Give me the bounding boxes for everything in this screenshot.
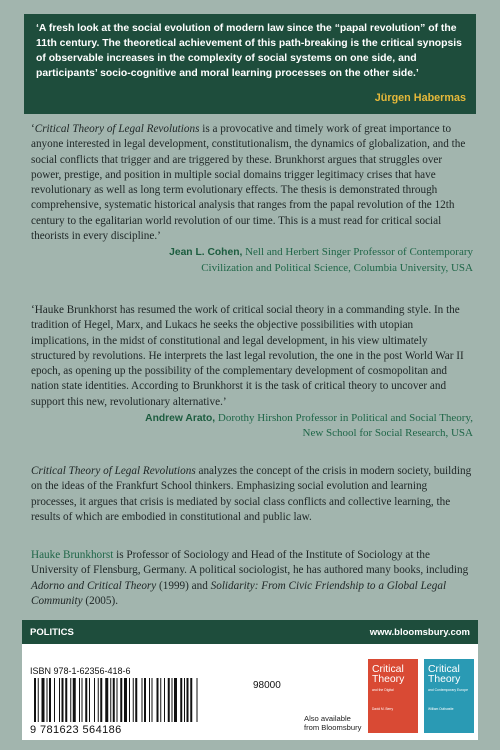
also-available-line2: from Bloomsbury <box>304 723 362 732</box>
habermas-quote-box <box>24 14 476 114</box>
barcode-bar <box>174 678 177 722</box>
barcode-digits: 9 781623 564186 <box>30 724 122 736</box>
barcode-image <box>30 678 288 724</box>
cohen-quote-text: is a provocative and timely work of great importance to anyone interested in legal development, constitutionalism, the dynamics of globalization, and the social conflicts that trigger and are triggered by these. Brunkhorst argues that struggles over power, prestige, and position in multiple social domains trigger legitimacy crises that have revolutionary as well as long term evolutionary effects. The thesis is demonstrated through comprehensive, systematic historical analysis that ranges from the papal revolution of the 12th century to the egalitarian world revolution of our time. This is a must read for critical social theorists in every discipline.’ <box>31 123 466 243</box>
barcode-bar <box>79 678 80 722</box>
barcode-bar <box>117 678 118 722</box>
barcode-bar <box>152 678 153 722</box>
also-available-note <box>304 714 361 732</box>
barcode-bar <box>98 678 99 722</box>
barcode-bar <box>129 678 130 722</box>
barcode-bar <box>157 678 159 722</box>
barcode-bar <box>180 678 182 722</box>
author-bio <box>31 548 473 609</box>
isbn-text: ISBN 978-1-62356-418-6 <box>30 666 131 676</box>
category-label: POLITICS <box>30 627 74 638</box>
barcode-bar <box>135 678 137 722</box>
barcode-bar <box>70 678 71 722</box>
arato-role-line2: New School for Social Research, USA <box>302 427 473 440</box>
description-text: analyzes the concept of the crisis in modern society, building on the ideas of the Frankfurt School thinkers. Emphasizing social evolution and learning processes, it argues that crisis is mediated by social class conflicts and collective learning, the results of which are embodied in constitutional and public law. <box>31 465 472 523</box>
related-book2-subtitle: and Contemporary Europe <box>428 688 468 692</box>
arato-name: Andrew Arato, <box>145 413 216 425</box>
cohen-quote <box>31 122 473 244</box>
barcode-bar <box>172 678 173 722</box>
cohen-role-line2: Civilization and Political Science, Columbia University, USA <box>201 261 473 274</box>
cohen-role-line1: Nell and Herbert Singer Professor of Contemporary <box>242 246 473 259</box>
barcode-bar <box>133 678 134 722</box>
also-available-line1: Also available <box>304 714 351 723</box>
barcode-bar <box>197 678 198 722</box>
barcode-bar <box>190 678 192 722</box>
habermas-attribution: Jürgen Habermas <box>374 92 466 104</box>
barcode-bar <box>89 678 90 722</box>
related-book2-author: William Outhwaite <box>428 707 454 711</box>
related-book1-subtitle: and the Digital <box>372 688 394 692</box>
author-book2: Solidarity: From Civic Friendship to a Global Legal Community <box>31 579 447 607</box>
barcode-bar <box>54 678 55 722</box>
barcode-panel <box>22 644 478 740</box>
barcode-bar <box>59 678 60 722</box>
publisher-website: www.bloomsbury.com <box>369 627 470 638</box>
barcode-bar <box>82 678 83 722</box>
author-bio-text3: (2005). <box>82 594 119 607</box>
barcode-bar <box>73 678 76 722</box>
barcode-bar <box>34 678 36 722</box>
author-bio-text1: is Professor of Sociology and Head of the Institute of Sociology at the University of Flensburg, Germany. A political sociologist, he has authored many books, including <box>31 549 469 577</box>
arato-blurb <box>31 303 473 440</box>
book-title-italic: Critical Theory of Legal Revolutions <box>34 123 200 135</box>
barcode-bar <box>168 678 170 722</box>
related-book-cover-digital[interactable] <box>367 658 419 734</box>
cohen-attribution <box>31 245 473 274</box>
barcode-bar <box>47 678 48 722</box>
barcode-bar <box>49 678 51 722</box>
barcode-bar <box>160 678 161 722</box>
author-name: Hauke Brunkhorst <box>31 549 114 561</box>
author-bio-paragraph <box>31 548 473 609</box>
barcode-bar <box>149 678 150 722</box>
quote-mark: ‘ <box>31 123 35 135</box>
barcode-bar <box>100 678 102 722</box>
cohen-name: Jean L. Cohen, <box>169 247 243 259</box>
barcode-bar <box>184 678 185 722</box>
barcode-bar <box>164 678 165 722</box>
arato-attribution <box>31 411 473 440</box>
description-paragraph <box>31 464 473 525</box>
arato-role-line1: Dorothy Hirshon Professor in Political and Social Theory, <box>215 412 473 425</box>
barcode-bar <box>110 678 111 722</box>
author-bio-text2: (1999) and <box>156 579 211 592</box>
category-bar <box>22 620 478 644</box>
barcode-bar <box>65 678 67 722</box>
related-book1-author: David M. Berry <box>372 707 394 711</box>
description-book-title: Critical Theory of Legal Revolutions <box>31 465 196 477</box>
related-book2-title: Critical Theory <box>428 664 461 685</box>
barcode-bar <box>38 678 39 722</box>
arato-quote: ‘Hauke Brunkhorst has resumed the work of critical social theory in a commanding style. In the tradition of Hegel, Marx, and Lukacs he seeks the objective possibilities with utopian implications, in the midst of constitutional and legal development, in his view ultimately structured by revolutions. He interprets the last legal revolution, the one in the post World War II epoch, as opening up the possibility of the complementary development of cosmopolitan and nation state identities. According to Brunkhorst it is the task of critical theory to uncover and support this new, revolutionary alternative.’ <box>31 304 464 408</box>
barcode-bar <box>62 678 64 722</box>
barcode-bar <box>187 678 189 722</box>
barcode-bar <box>144 678 146 722</box>
barcode-bar <box>120 678 122 722</box>
cohen-blurb <box>31 122 473 275</box>
related-book1-title: Critical Theory <box>372 664 405 685</box>
barcode-bar <box>85 678 87 722</box>
barcode-bar <box>113 678 115 722</box>
author-book1: Adorno and Critical Theory <box>31 579 157 592</box>
book-description <box>31 464 473 525</box>
barcode-bar <box>124 678 127 722</box>
barcode-bar <box>42 678 45 722</box>
barcode-bar <box>94 678 95 722</box>
habermas-quote-text: ‘A fresh look at the social evolution of modern law since the “papal revolution” of the 11th century. The theoretical achievement of this path-breaking is the critical synopsis of observable increases in the complexity of social systems on one side, and participants’ socio-cognitive and moral learning processes on the other side.’ <box>36 23 462 79</box>
related-book-cover-europe[interactable] <box>423 658 475 734</box>
barcode-bar <box>105 678 108 722</box>
price-code: 98000 <box>253 680 281 691</box>
barcode-bar <box>142 678 143 722</box>
